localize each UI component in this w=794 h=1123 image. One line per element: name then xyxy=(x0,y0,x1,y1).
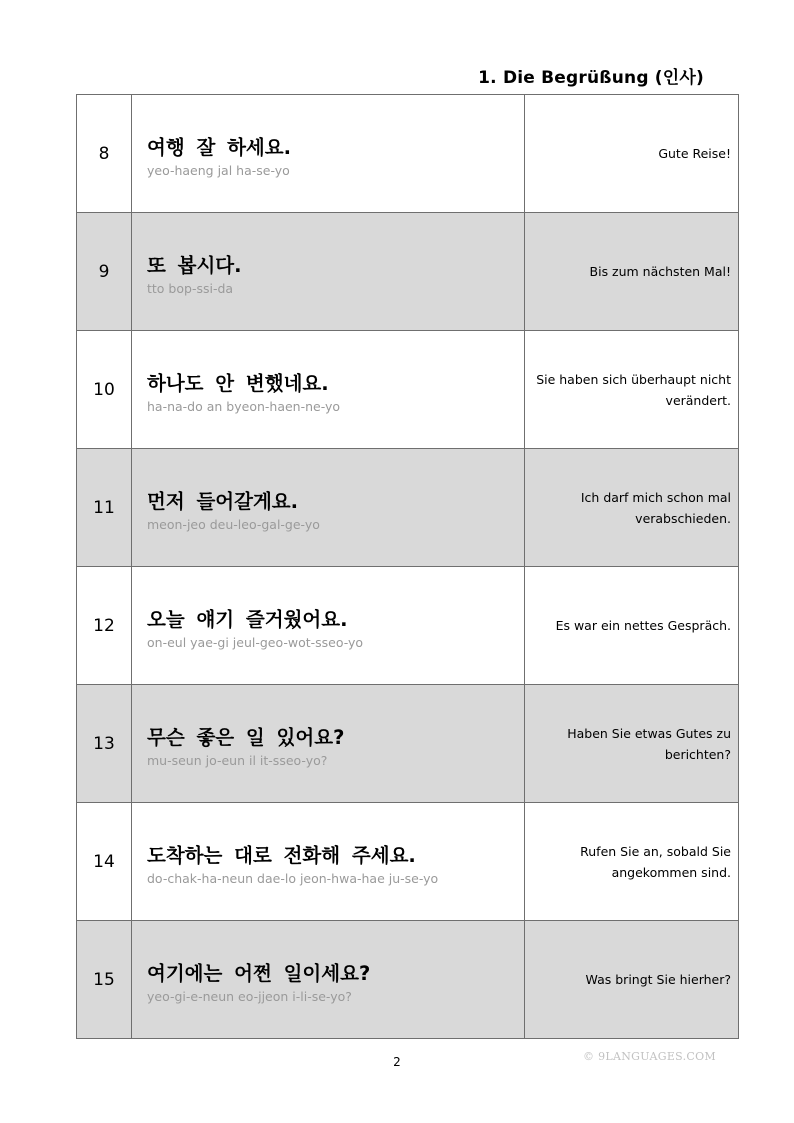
row-number: 13 xyxy=(77,685,132,803)
german-translation: Haben Sie etwas Gutes zu berichten? xyxy=(525,685,739,803)
romanization: yeo-haeng jal ha-se-yo xyxy=(147,162,290,178)
korean-phrase: 먼저 들어갈게요. xyxy=(147,489,299,513)
table-row xyxy=(77,95,739,213)
page-title: 1. Die Begrüßung (인사) xyxy=(478,68,704,88)
korean-cell xyxy=(132,567,525,685)
german-translation: Es war ein nettes Gespräch. xyxy=(525,567,739,685)
row-number: 14 xyxy=(77,803,132,921)
korean-phrase: 무슨 좋은 일 있어요? xyxy=(147,725,345,749)
row-number: 9 xyxy=(77,213,132,331)
romanization: mu-seun jo-eun il it-sseo-yo? xyxy=(147,752,328,768)
romanization: on-eul yae-gi jeul-geo-wot-sseo-yo xyxy=(147,634,364,650)
korean-cell xyxy=(132,331,525,449)
korean-phrase: 여행 잘 하세요. xyxy=(147,135,292,159)
korean-phrase: 하나도 안 변했네요. xyxy=(147,371,329,395)
german-translation: Sie haben sich überhaupt nicht verändert. xyxy=(525,331,739,449)
korean-cell xyxy=(132,921,525,1039)
table-row xyxy=(77,921,739,1039)
korean-cell xyxy=(132,685,525,803)
german-translation: Ich darf mich schon mal verabschieden. xyxy=(525,449,739,567)
table-row xyxy=(77,567,739,685)
korean-phrase: 여기에는 어쩐 일이세요? xyxy=(147,961,371,985)
phrase-table xyxy=(76,94,739,1039)
korean-phrase: 또 봅시다. xyxy=(147,253,242,277)
korean-cell xyxy=(132,213,525,331)
german-translation: Bis zum nächsten Mal! xyxy=(525,213,739,331)
korean-cell xyxy=(132,449,525,567)
korean-phrase: 도착하는 대로 전화해 주세요. xyxy=(147,843,416,867)
table-row xyxy=(77,685,739,803)
row-number: 11 xyxy=(77,449,132,567)
table-row xyxy=(77,803,739,921)
korean-cell xyxy=(132,803,525,921)
romanization: do-chak-ha-neun dae-lo jeon-hwa-hae ju-se-yo xyxy=(147,870,439,886)
table-row xyxy=(77,449,739,567)
row-number: 12 xyxy=(77,567,132,685)
table-row xyxy=(77,213,739,331)
korean-phrase: 오늘 얘기 즐거웠어요. xyxy=(147,607,348,631)
romanization: meon-jeo deu-leo-gal-ge-yo xyxy=(147,516,320,532)
german-translation: Was bringt Sie hierher? xyxy=(525,921,739,1039)
romanization: ha-na-do an byeon-haen-ne-yo xyxy=(147,398,341,414)
row-number: 15 xyxy=(77,921,132,1039)
german-translation: Rufen Sie an, sobald Sie angekommen sind. xyxy=(525,803,739,921)
german-translation: Gute Reise! xyxy=(525,95,739,213)
watermark: © 9LANGUAGES.COM xyxy=(583,1050,716,1063)
row-number: 10 xyxy=(77,331,132,449)
romanization: yeo-gi-e-neun eo-jjeon i-li-se-yo? xyxy=(147,988,352,1004)
korean-cell xyxy=(132,95,525,213)
page-number: 2 xyxy=(393,1055,401,1069)
table-row xyxy=(77,331,739,449)
romanization: tto bop-ssi-da xyxy=(147,280,234,296)
row-number: 8 xyxy=(77,95,132,213)
